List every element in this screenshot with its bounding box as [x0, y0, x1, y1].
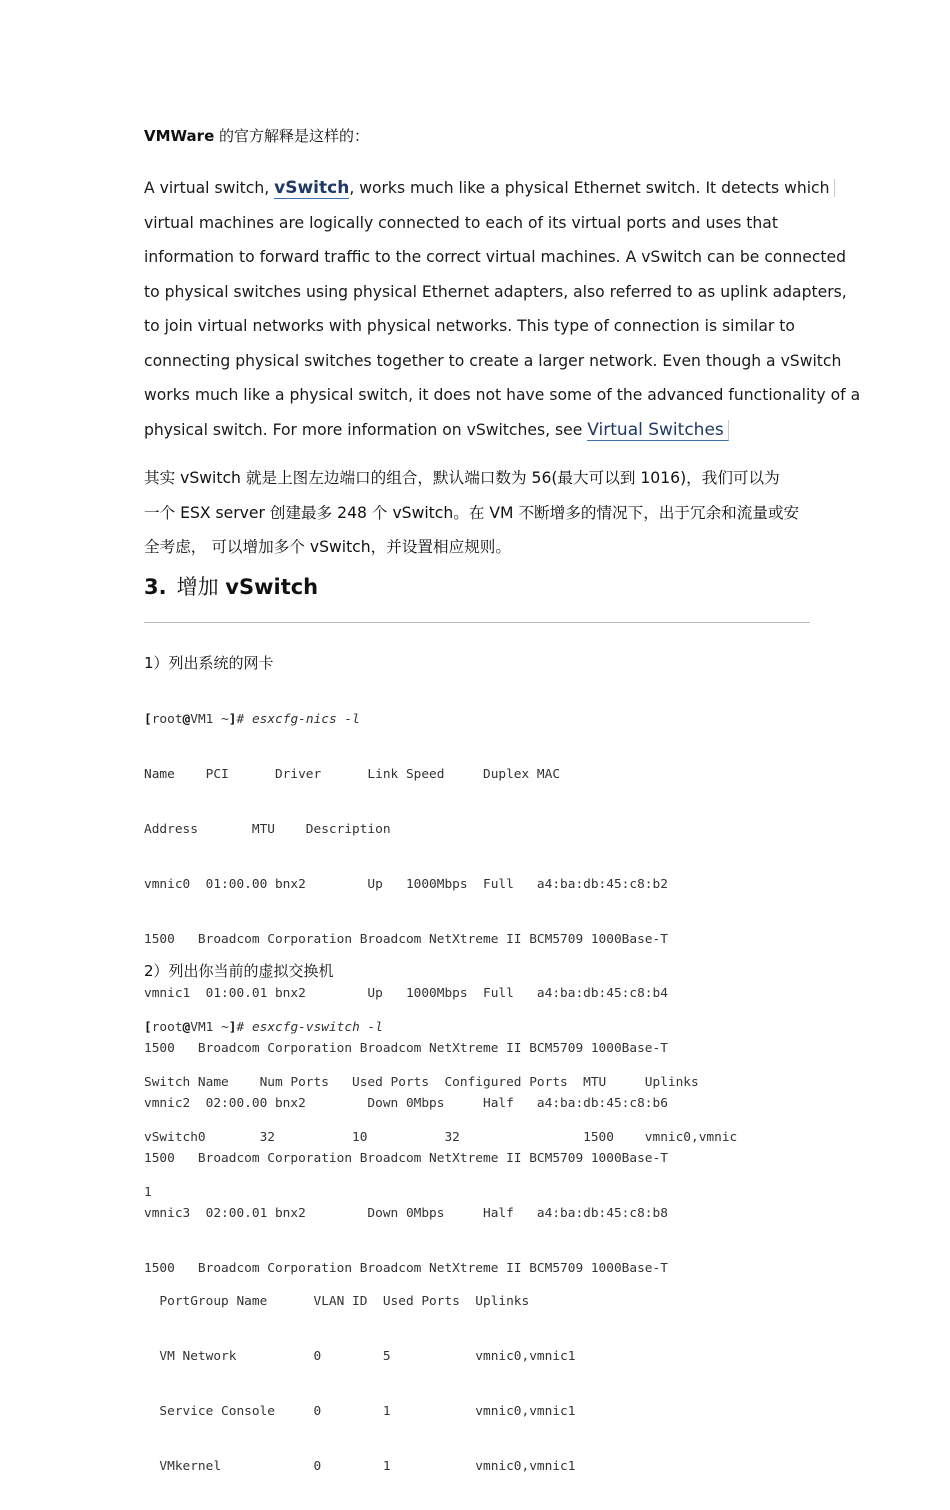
quote-line: connecting physical switches together to create a larger network. Even though a vSwitch: [144, 351, 842, 370]
quote-line: works much like a physical switch, it does not have some of the advanced functionality of a: [144, 386, 861, 404]
virtual-switches-link[interactable]: Virtual Switches: [587, 420, 728, 441]
output-line: Address MTU Description: [144, 821, 391, 837]
vswitch-link[interactable]: vSwitch: [274, 178, 350, 198]
step2-label: 2）列出你当前的虚拟交换机: [144, 962, 334, 980]
paragraph-line: 一个 ESX server 创建最多 248 个 vSwitch。在 VM 不断增多的情况下，出于冗余和流量或安: [144, 503, 800, 522]
output-line: Switch Name Num Ports Used Ports Configured Ports MTU Uplinks: [144, 1074, 699, 1090]
section-title-cn: 增加: [176, 575, 226, 599]
quote-line: virtual machines are logically connected to each of its virtual ports and uses that: [144, 213, 778, 232]
output-line: vmnic2 02:00.00 bnx2 Down 0Mbps Half a4:ba:db:45:c8:b6: [144, 1096, 668, 1112]
quote-line: information to forward traffic to the correct virtual machines. A vSwitch can be connected: [144, 248, 847, 266]
output-line: 1500 Broadcom Corporation Broadcom NetXtreme II BCM5709 1000Base-T: [144, 1260, 668, 1276]
section-heading: [144, 570, 318, 604]
output-line: Service Console 0 1 vmnic0,vmnic1: [144, 1404, 576, 1420]
output-line: 1500 Broadcom Corporation Broadcom NetXtreme II BCM5709 1000Base-T: [144, 1151, 668, 1167]
intro-text: 的官方解释是这样的：: [214, 127, 370, 145]
quote-line: [144, 171, 830, 206]
output-line: PortGroup Name VLAN ID Used Ports Uplinks: [144, 1294, 530, 1310]
output-line: [144, 1236, 737, 1261]
output-line: VMkernel 0 1 vmnic0,vmnic1: [144, 1459, 576, 1475]
output-line: vmnic3 02:00.01 bnx2 Down 0Mbps Half a4:ba:db:45:c8:b8: [144, 1206, 668, 1222]
section-number: 3.: [144, 575, 167, 599]
output-line: vmnic0 01:00.00 bnx2 Up 1000Mbps Full a4:ba:db:45:c8:b2: [144, 876, 668, 892]
step1-label: 1）列出系统的网卡: [144, 654, 274, 672]
command-text: esxcfg-vswitch -l: [251, 1020, 383, 1035]
output-line: 1500 Broadcom Corporation Broadcom NetXtreme II BCM5709 1000Base-T: [144, 931, 668, 947]
section-title-en: vSwitch: [225, 575, 319, 599]
brand-name: VMWare: [144, 127, 215, 145]
quote-line: to join virtual networks with physical networks. This type of connection is similar to: [144, 317, 795, 335]
chinese-paragraph: [144, 461, 810, 565]
quote-line: to physical switches using physical Ethernet adapters, also referred to as uplink adapters,: [144, 282, 847, 301]
paragraph-line: 全考虑， 可以增加多个 vSwitch，并设置相应规则。: [144, 538, 511, 556]
output-line: vmnic1 01:00.01 bnx2 Up 1000Mbps Full a4:ba:db:45:c8:b4: [144, 986, 668, 1002]
output-line: VM Network 0 5 vmnic0,vmnic1: [144, 1349, 576, 1365]
vmware-quote: [144, 171, 861, 447]
paragraph-line: 其实 vSwitch 就是上图左边端口的组合，默认端口数为 56(最大可以到 1016)，我们可以为: [144, 469, 780, 487]
command-line: [root@VM1 ~]# esxcfg-nics -l: [144, 712, 360, 727]
command-line: [root@VM1 ~]# esxcfg-vswitch -l: [144, 1020, 383, 1035]
output-line: Name PCI Driver Link Speed Duplex MAC: [144, 766, 561, 782]
output-line: 1500 Broadcom Corporation Broadcom NetXtreme II BCM5709 1000Base-T: [144, 1041, 668, 1057]
intro-line: [144, 123, 369, 149]
quote-line: physical switch. For more information on vSwitches, see Virtual Switches: [144, 413, 810, 448]
command-text: esxcfg-nics -l: [251, 712, 360, 727]
section-divider: [144, 622, 810, 623]
quote-first-line-box: A virtual switch, vSwitch, works much like a physical Ethernet switch. It detects which: [144, 179, 835, 197]
output-line: vSwitch0 32 10 32 1500 vmnic0,vmnic: [144, 1129, 738, 1145]
output-line: 1: [144, 1184, 152, 1200]
step2-code-block: [144, 986, 737, 1510]
